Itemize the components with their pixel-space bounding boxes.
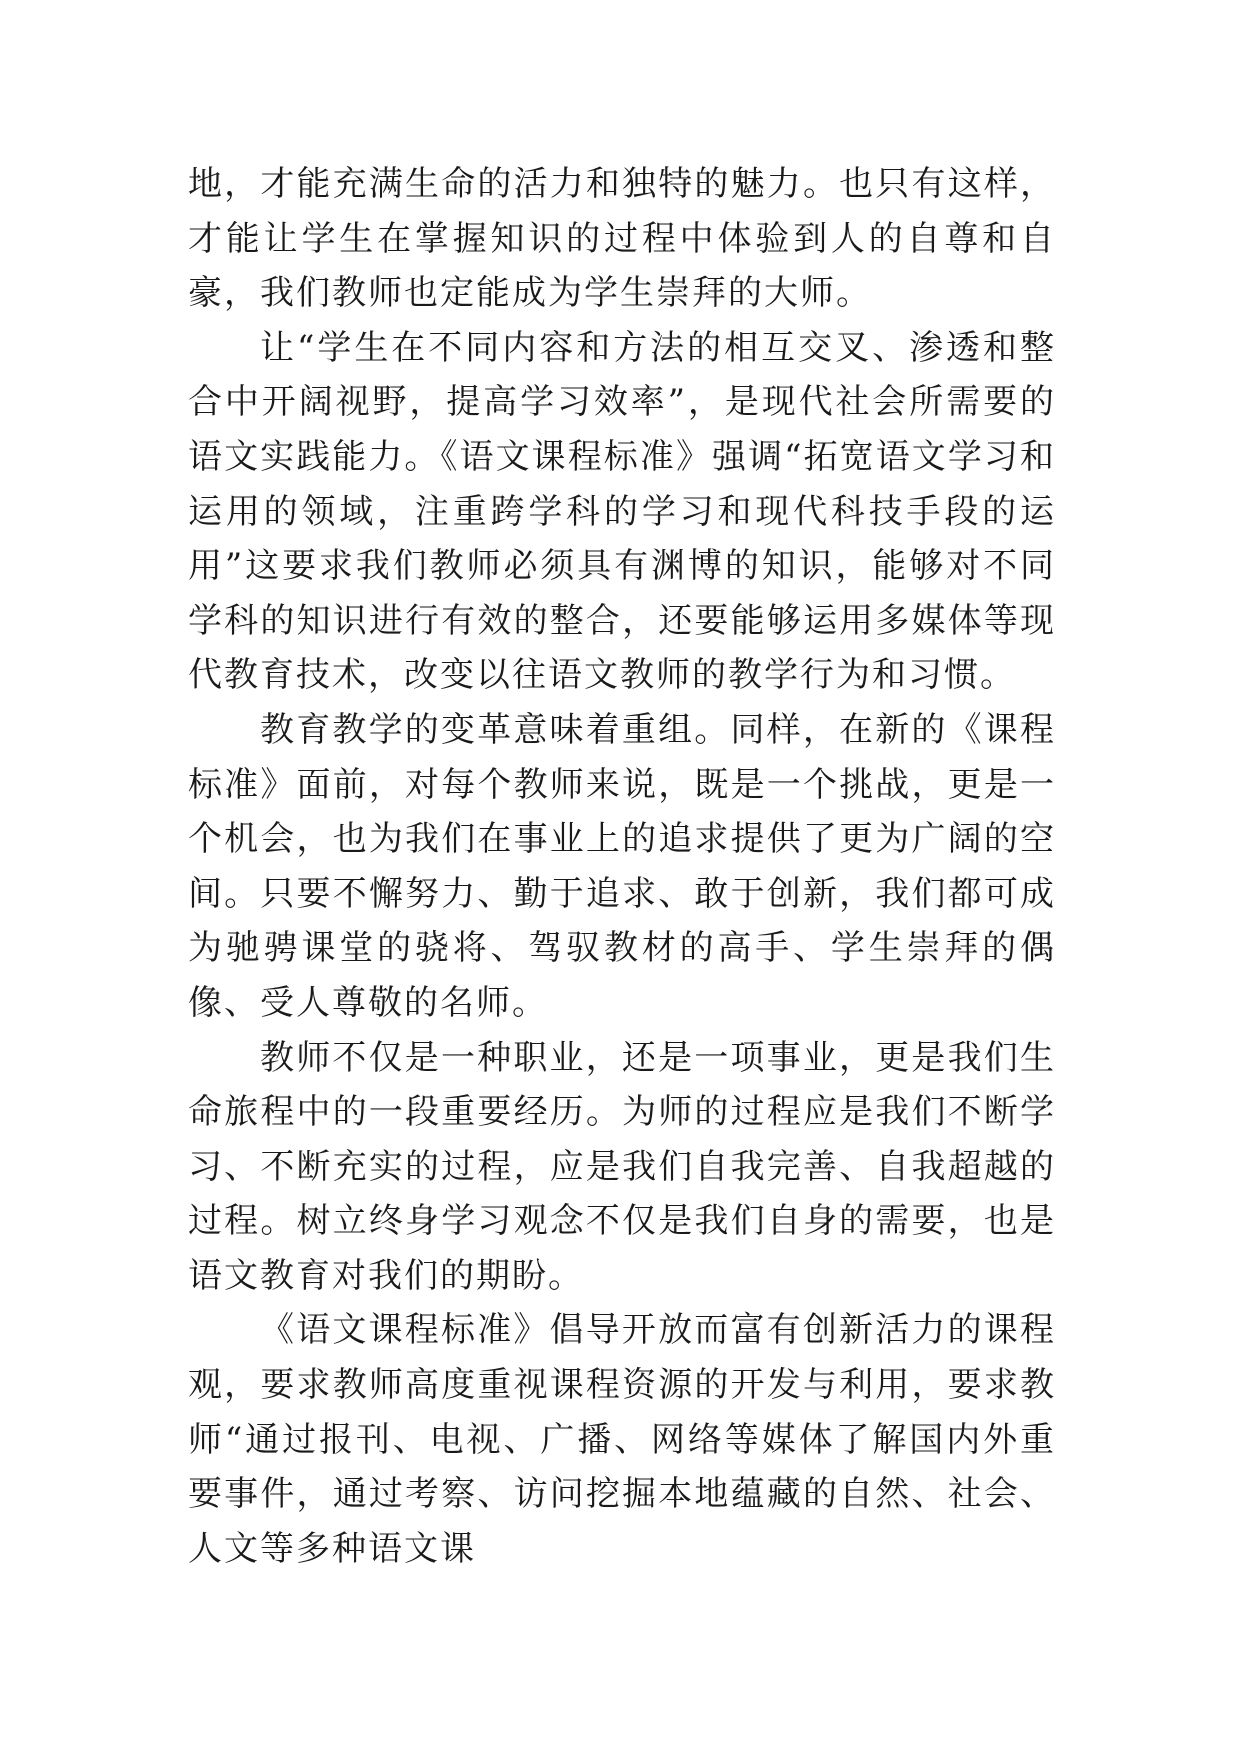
document-body [188, 157, 1056, 1576]
paragraph: 教育教学的变革意味着重组。同样，在新的《课程标准》面前，对每个教师来说，既是一个挑战，更是一个机会，也为我们在事业上的追求提供了更为广阔的空间。只要不懈努力、勤于追求、敢于创新，我们都可成为驰骋课堂的骁将、驾驭教材的高手、学生崇拜的偶像、受人尊敬的名师。 [188, 709, 1056, 1023]
paragraph-continued: 地，才能充满生命的活力和独特的魅力。也只有这样，才能让学生在掌握知识的过程中体验到人的自尊和自豪，我们教师也定能成为学生崇拜的大师。 [188, 164, 1056, 314]
paragraph: 《语文课程标准》倡导开放而富有创新活力的课程观，要求教师高度重视课程资源的开发与利用，要求教师“通过报刊、电视、广播、网络等媒体了解国内外重要事件，通过考察、访问挖掘本地蕴藏的自然、社会、人文等多种语文课 [188, 1310, 1056, 1569]
paragraph: 教师不仅是一种职业，还是一项事业，更是我们生命旅程中的一段重要经历。为师的过程应是我们不断学习、不断充实的过程，应是我们自我完善、自我超越的过程。树立终身学习观念不仅是我们自身的需要，也是语文教育对我们的期盼。 [188, 1037, 1056, 1296]
paragraph: 让“学生在不同内容和方法的相互交叉、渗透和整合中开阔视野，提高学习效率”，是现代社会所需要的语文实践能力。《语文课程标准》强调“拓宽语文学习和运用的领域，注重跨学科的学习和现代科技手段的运用”这要求我们教师必须具有渊博的知识，能够对不同学科的知识进行有效的整合，还要能够运用多媒体等现代教育技术，改变以往语文教师的教学行为和习惯。 [188, 327, 1056, 696]
